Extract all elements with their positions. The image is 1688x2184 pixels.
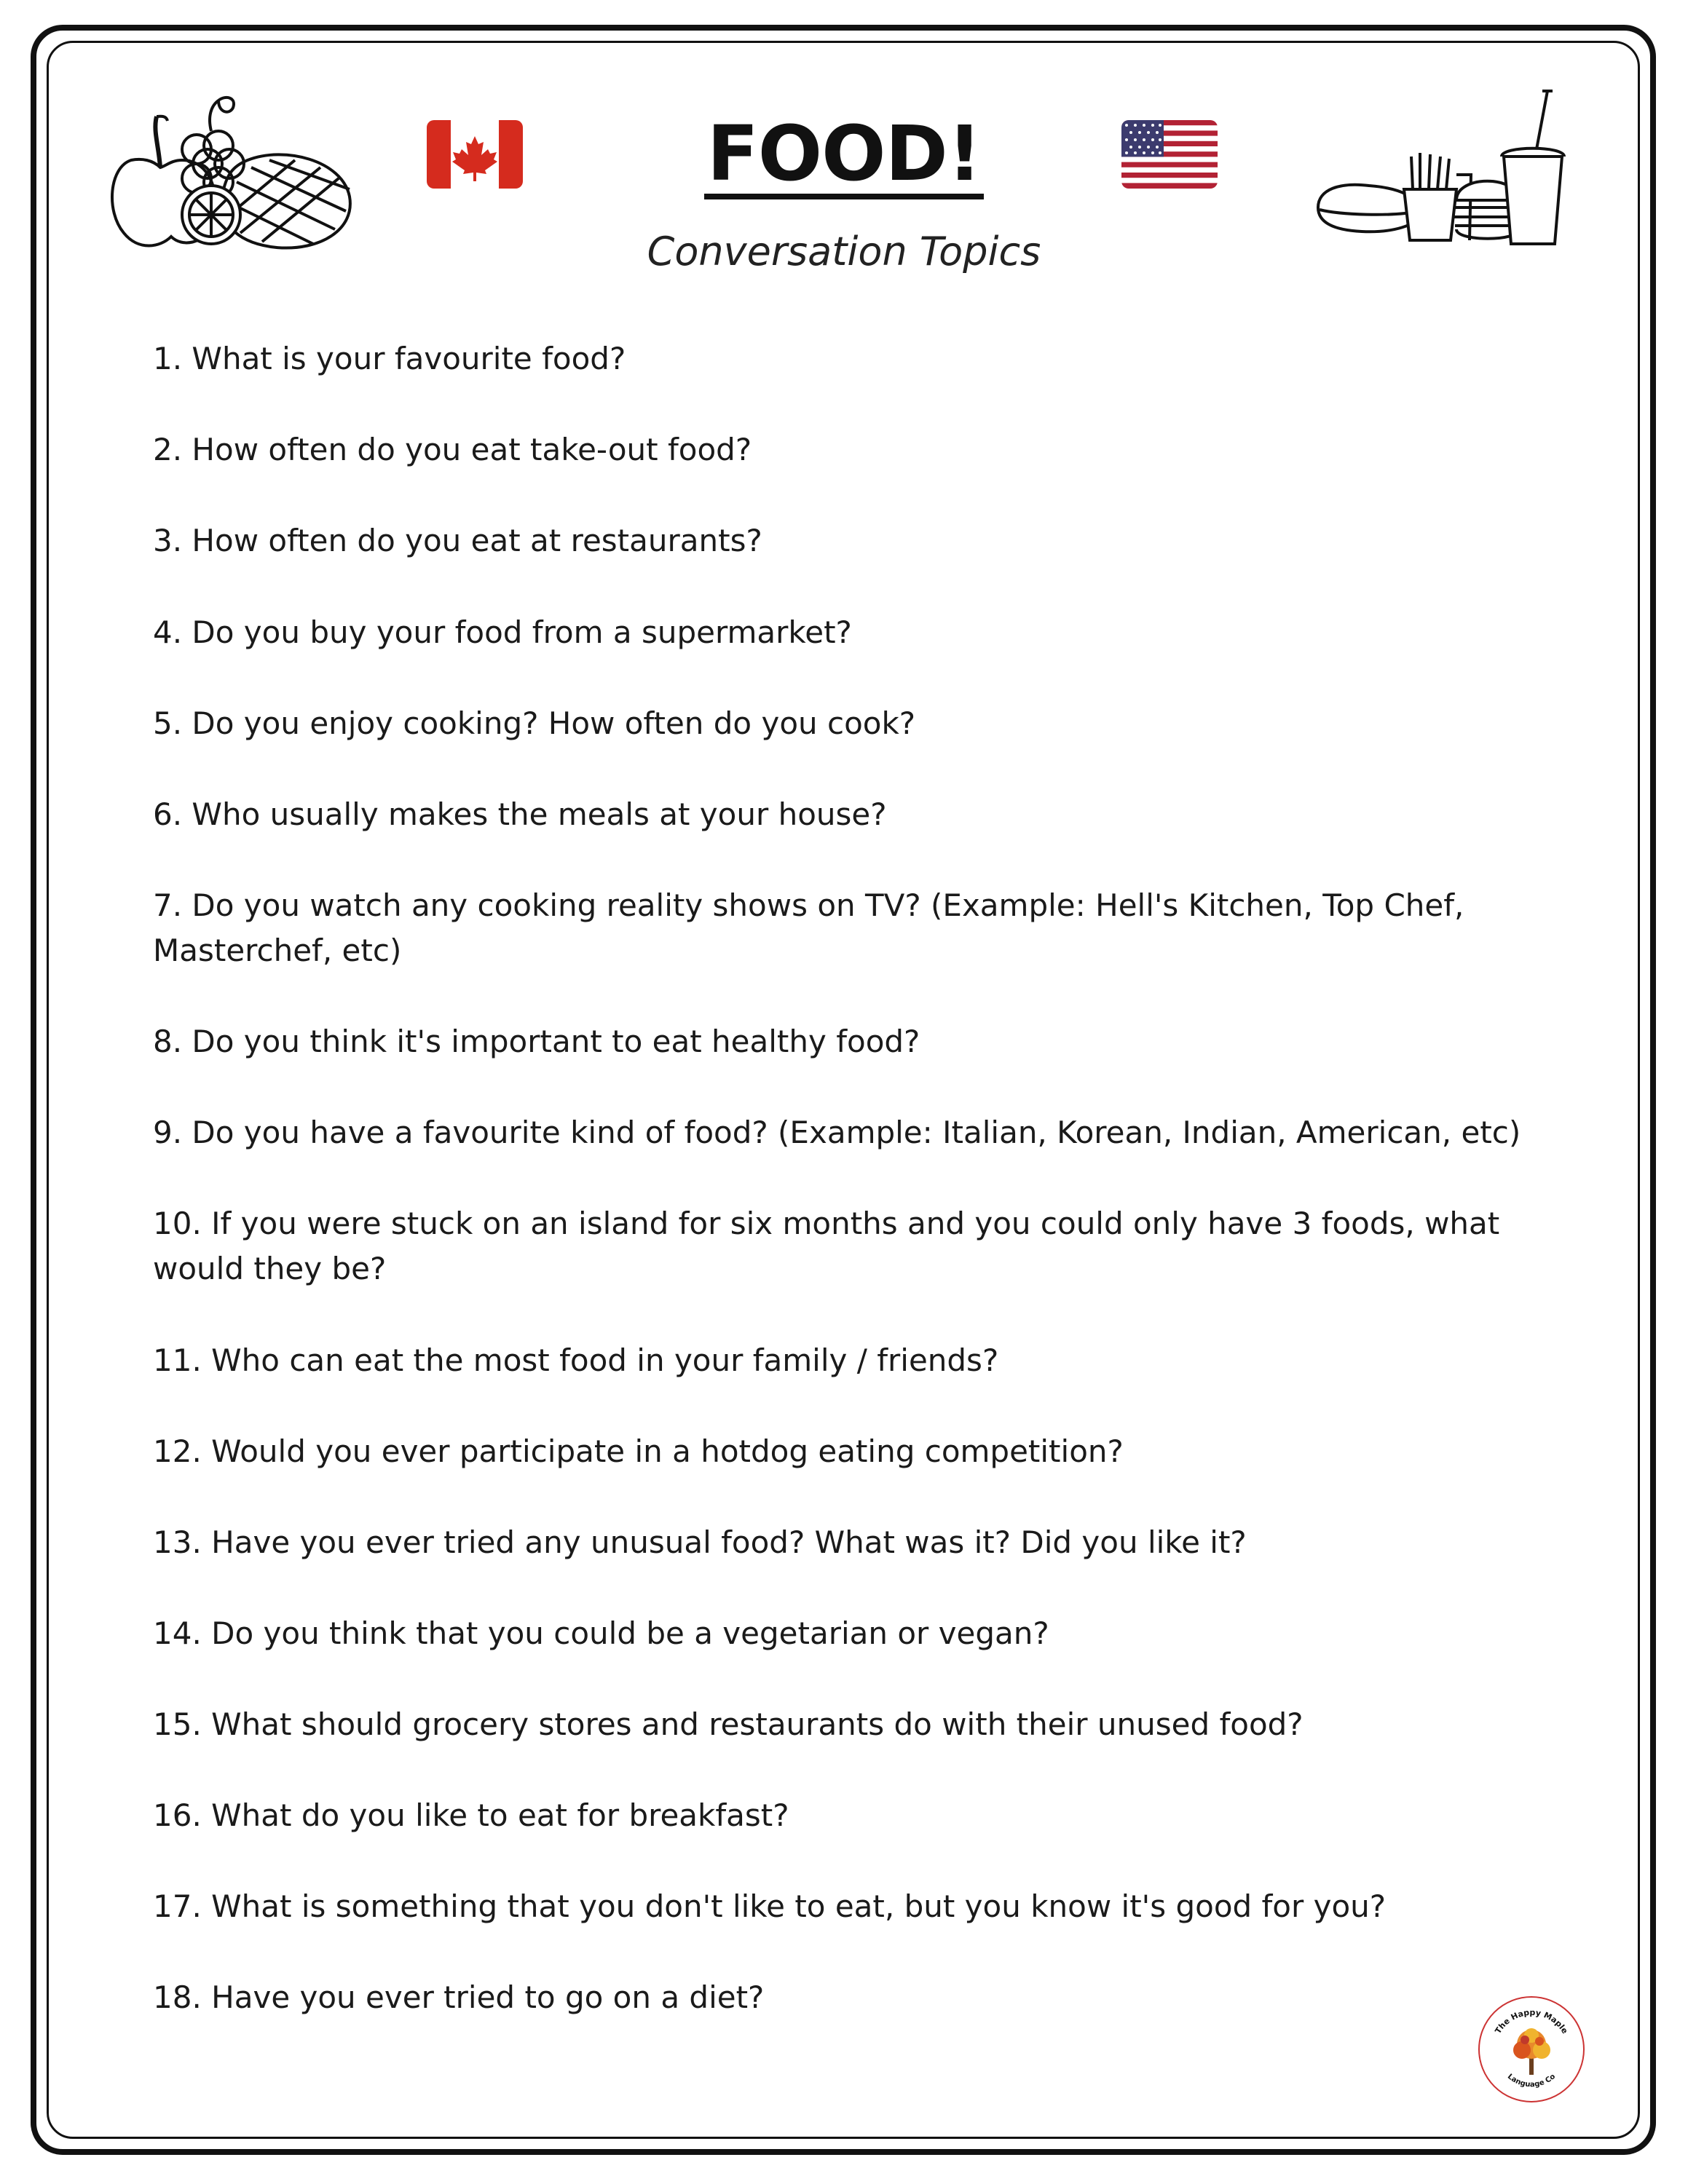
question-item: 4. Do you buy your food from a supermarket? [153, 614, 852, 650]
question-item: 7. Do you watch any cooking reality shows on TV? (Example: Hell's Kitchen, Top Chef, Masterchef, etc) [153, 887, 1464, 968]
question-item: 6. Who usually makes the meals at your house? [153, 796, 887, 832]
usa-flag-icon [1121, 120, 1218, 189]
question-item: 14. Do you think that you could be a vegetarian or vegan? [153, 1615, 1049, 1651]
question-item: 9. Do you have a favourite kind of food? (Example: Italian, Korean, Indian, American, etc) [153, 1115, 1521, 1150]
question-item: 15. What should grocery stores and restaurants do with their unused food? [153, 1706, 1304, 1742]
question-item: 16. What do you like to eat for breakfast? [153, 1797, 789, 1833]
question-item: 13. Have you ever tried any unusual food? What was it? Did you like it? [153, 1524, 1247, 1560]
question-item: 17. What is something that you don't like to eat, but you know it's good for you? [153, 1888, 1387, 1924]
question-item: 1. What is your favourite food? [153, 341, 626, 376]
question-item: 2. How often do you eat take-out food? [153, 432, 752, 467]
page-subtitle: Conversation Topics [647, 229, 1041, 274]
happy-maple-logo-icon [1477, 1995, 1586, 2104]
question-item: 11. Who can eat the most food in your family / friends? [153, 1342, 999, 1378]
question-item: 8. Do you think it's important to eat healthy food? [153, 1024, 920, 1059]
question-item: 10. If you were stuck on an island for six months and you could only have 3 foods, what would they be? [153, 1206, 1500, 1286]
question-item: 3. How often do you eat at restaurants? [153, 523, 762, 558]
question-item: 18. Have you ever tried to go on a diet? [153, 1979, 765, 2015]
question-item: 5. Do you enjoy cooking? How often do you cook? [153, 705, 916, 741]
logo-bottom-text: Language Co [1505, 2072, 1558, 2089]
question-item: 12. Would you ever participate in a hotdog eating competition? [153, 1433, 1124, 1469]
logo-top-text: The Happy Maple [1493, 2007, 1570, 2035]
page-title-text: FOOD! [704, 114, 985, 199]
